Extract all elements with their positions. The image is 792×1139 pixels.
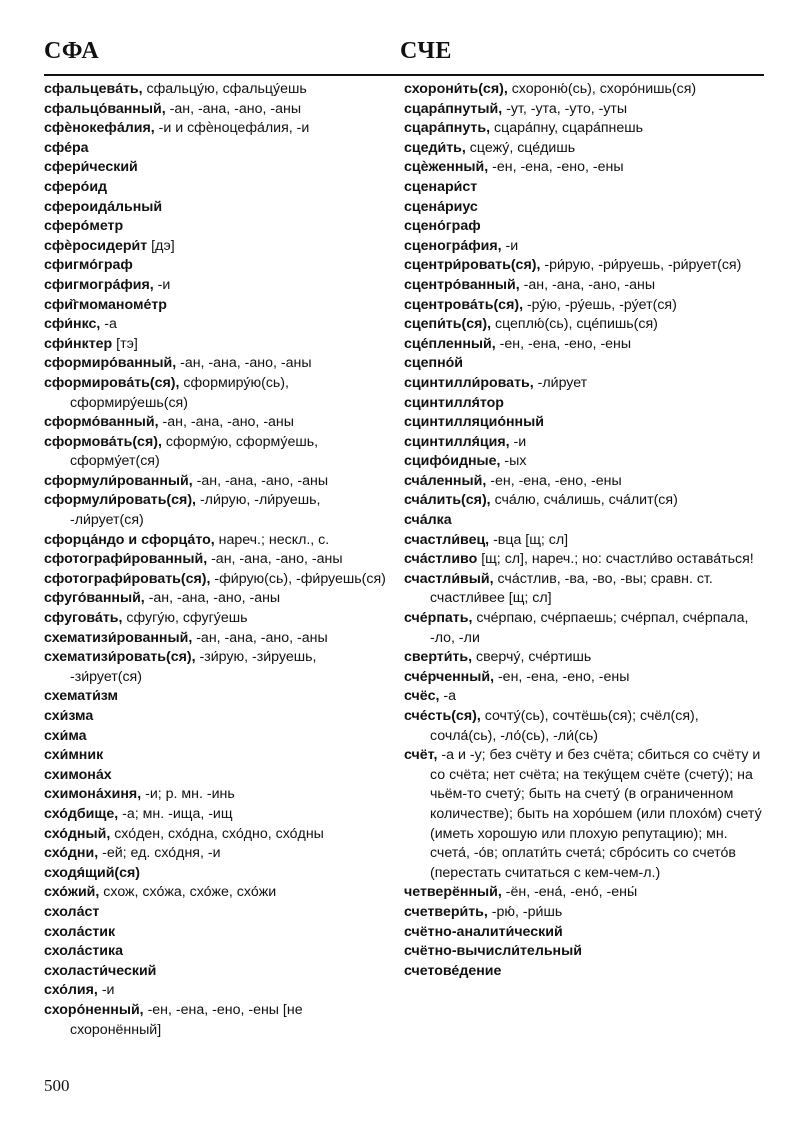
entry-headword: сцара́пнутый, [404, 100, 503, 117]
entry-headword: сфигмо́граф [44, 257, 133, 274]
entry-definition: -ан, -ана, -ано, -аны [176, 355, 312, 372]
entry-headword: схоро́ненный, [44, 1001, 144, 1018]
entry-definition: сфальцу́ю, сфальцу́ешь [142, 81, 307, 97]
dictionary-entry [44, 1001, 392, 1040]
entry-headword: счетове́дение [404, 962, 502, 979]
entry-definition: -и [501, 237, 519, 254]
entry-definition: -ан, -ана, -ано, -аны [165, 100, 302, 117]
entry-headword: сцепи́ть(ся), [404, 316, 492, 333]
entry-headword: сфугова́ть, [44, 610, 123, 627]
dictionary-entry [44, 687, 392, 707]
entry-definition: -ру́ю, -ру́ешь, -ру́ет(ся) [523, 296, 677, 313]
entry-headword: сформирова́ть(ся), [44, 374, 180, 391]
entry-headword: сцена́риус [404, 198, 478, 215]
dictionary-entry [404, 903, 766, 923]
entry-headword: сфальцо́ванный, [44, 100, 166, 117]
dictionary-entry [44, 805, 392, 825]
dictionary-entry [44, 119, 392, 139]
dictionary-entry [44, 825, 392, 845]
dictionary-entry [44, 648, 392, 687]
entry-headword: сцентри́ровать(ся), [404, 257, 541, 274]
entry-headword: счёс, [404, 688, 440, 705]
dictionary-entry [404, 433, 766, 453]
entry-headword: схо́дни, [44, 845, 99, 862]
entry-headword: сферо́метр [44, 218, 124, 235]
dictionary-entry [44, 276, 392, 296]
entry-definition: -ён, -ена́, -ено́, -ены́ [501, 884, 638, 901]
entry-definition: сочту́(сь), сочтёшь(ся); счёл(ся), сочла́(сь), -ло́(сь), -ли́(сь) [430, 708, 703, 744]
dictionary-entry [44, 962, 392, 982]
dictionary-entry [44, 354, 392, 374]
entry-definition: [щ; сл], нареч.; но: счастли́во остава́ться! [477, 551, 754, 568]
dictionary-entry [44, 981, 392, 1001]
entry-definition: -и [97, 982, 115, 999]
dictionary-entry [44, 609, 392, 629]
entry-headword: счетвери́ть, [404, 903, 488, 920]
entry-headword: сфѐнокефа́лия, [44, 120, 155, 137]
entry-headword: сфе́ра [44, 139, 89, 156]
entry-definition: -ен, -ена, -ено, -ены [495, 335, 632, 352]
dictionary-entry [404, 472, 766, 492]
dictionary-entry [404, 256, 766, 276]
dictionary-entry [44, 785, 392, 805]
dictionary-entry [404, 217, 766, 237]
entry-headword: сфорца́ндо и сфорца́то, [44, 531, 215, 548]
dictionary-entry [44, 80, 392, 100]
entry-headword: сформули́ровать(ся), [44, 492, 196, 509]
entry-definition: -ен, -ена, -ено, -ены [486, 472, 622, 489]
entry-headword: сфотографи́рованный, [44, 551, 208, 568]
entry-definition: -ей; ед. схо́дня, -и [98, 845, 221, 862]
entry-headword: сцинтилля́тор [404, 394, 504, 411]
dictionary-entry [44, 903, 392, 923]
dictionary-entry [404, 570, 766, 609]
entry-headword: счастли́вец, [404, 531, 490, 548]
entry-headword: сцара́пнуть, [404, 120, 491, 137]
entry-definition: -а [439, 688, 457, 705]
entry-definition: -ан, -ана, -ано, -аны [192, 472, 329, 489]
entry-definition: сцежу́, сце́дишь [465, 139, 576, 156]
dictionary-entry [44, 883, 392, 903]
dictionary-entry [44, 550, 392, 570]
entry-headword: сча́лка [404, 512, 452, 529]
entry-headword: сче́рченный, [404, 668, 495, 685]
dictionary-entry [44, 374, 392, 413]
entry-definition: -ан, -ана, -ано, -аны [207, 551, 343, 568]
dictionary-entry [44, 629, 392, 649]
entry-headword: схимона́х [44, 766, 112, 783]
entry-definition: -рю́, -ри́шь [487, 903, 563, 920]
entry-headword: сче́сть(ся), [404, 708, 481, 724]
dictionary-entry [44, 198, 392, 218]
dictionary-entry [44, 472, 392, 492]
dictionary-entry [404, 883, 766, 903]
dictionary-entry [404, 296, 766, 316]
dictionary-entry [404, 550, 766, 570]
entry-definition: -ли́рую, -ли́руешь, -ли́рует(ся) [70, 492, 325, 529]
dictionary-entry [44, 491, 392, 530]
entry-headword: сча́стливо [404, 551, 478, 568]
dictionary-entry [44, 864, 392, 884]
entry-headword: сфотографи́ровать(ся), [44, 570, 211, 587]
entry-definition: [дэ] [147, 237, 175, 254]
entry-headword: сформо́ванный, [44, 414, 159, 431]
entry-headword: схи́зма [44, 708, 94, 724]
dictionary-entry [404, 158, 766, 178]
entry-definition: -а; мн. -ища, -ищ [118, 805, 233, 822]
entry-definition: сче́рпаю, сче́рпаешь; сче́рпал, сче́рпала, -ло, -ли [430, 610, 753, 646]
dictionary-entry [404, 394, 766, 414]
entry-definition: сча́лю, сча́лишь, сча́лит(ся) [490, 492, 678, 509]
entry-headword: сфальцева́ть, [44, 81, 143, 97]
entry-headword: сцѐженный, [404, 159, 489, 176]
entry-definition: -ен, -ена, -ено, -ены [494, 668, 630, 685]
entry-headword: сфѐросидери́т [44, 237, 148, 254]
entry-headword: схи́мник [44, 747, 104, 764]
entry-definition: схож, схо́жа, схо́же, схо́жи [99, 884, 277, 901]
dictionary-entry [44, 237, 392, 257]
dictionary-entry [404, 100, 766, 120]
entry-headword: сфи́нктер [44, 335, 113, 352]
dictionary-entry [44, 923, 392, 943]
entry-headword: счёт, [404, 747, 438, 764]
entry-headword: схи́ма [44, 727, 87, 744]
dictionary-entry [404, 178, 766, 198]
entry-headword: сцинтилли́ровать, [404, 374, 534, 391]
entry-headword: сцепно́й [404, 355, 464, 372]
entry-definition: сфугу́ю, сфугу́ешь [122, 610, 248, 627]
dictionary-entry [404, 491, 766, 511]
entry-definition: -а и -у; без счёту и без счёта; сбиться со счёту и со счёта; нет счёта; на теку́щем счёте (счету́); на чьём-то счету́; быть на счету́ (в ограниченном количестве); быть на хоро́шем (или плохо́м) счету́ (иметь хорошую или плохую репутацию); мн. счета́, -о́в; оплати́ть счета́; сбро́сить со счето́в (перестать считаться с кем-чем-л.) [430, 747, 766, 881]
page-header [44, 38, 764, 76]
dictionary-entry [404, 276, 766, 296]
entry-headword: схемати́зм [44, 688, 119, 705]
header-right-guide-word: СЧЕ [400, 38, 452, 64]
entry-definition: -ан, -ана, -ано, -аны [192, 629, 328, 646]
dictionary-entry [44, 589, 392, 609]
entry-headword: сформули́рованный, [44, 472, 193, 489]
dictionary-entry [404, 962, 766, 982]
dictionary-entry [404, 452, 766, 472]
entry-headword: схо́жий, [44, 884, 100, 901]
dictionary-entry [404, 354, 766, 374]
dictionary-entry [404, 923, 766, 943]
dictionary-entry [44, 158, 392, 178]
entry-definition: сформиру́ю(сь), сформиру́ешь(ся) [70, 374, 293, 411]
entry-headword: схо́дбище, [44, 805, 119, 822]
entry-headword: схимона́хиня, [44, 786, 142, 803]
entry-headword: схола́ст [44, 903, 100, 920]
entry-definition: -и [509, 433, 527, 450]
entry-headword: сфигмогра́фия, [44, 276, 154, 293]
entry-headword: сча́лить(ся), [404, 492, 491, 509]
entry-definition: -ут, -ута, -уто, -уты [502, 100, 628, 117]
dictionary-entry [44, 727, 392, 747]
entry-headword: сходя́щий(ся) [44, 864, 141, 881]
entry-headword: сценари́ст [404, 178, 478, 195]
entry-definition: -вца [щ; сл] [489, 531, 569, 548]
dictionary-entry [404, 139, 766, 159]
entry-headword: сфи̏гмоманоме́тр [44, 296, 167, 313]
dictionary-entry [44, 296, 392, 316]
entry-headword: схоласти́ческий [44, 962, 157, 979]
entry-headword: четверённый, [404, 884, 502, 901]
dictionary-entry [44, 335, 392, 355]
entry-headword: сценогра́фия, [404, 237, 502, 254]
entry-definition: -ри́рую, -ри́руешь, -ри́рует(ся) [540, 257, 742, 274]
entry-headword: сцинтилляцио́нный [404, 414, 544, 431]
entry-definition: -ен, -ена, -ено, -ены [не схоронённый] [70, 1001, 307, 1038]
dictionary-entry [404, 609, 766, 648]
entry-headword: сцинтилля́ция, [404, 433, 510, 450]
entry-headword: сформиро́ванный, [44, 355, 177, 372]
entry-definition: схороню́(сь), схоро́нишь(ся) [507, 81, 697, 97]
entry-headword: сферо́ид [44, 178, 108, 195]
dictionary-entry [44, 844, 392, 864]
entry-headword: счастли́вый, [404, 570, 494, 587]
entry-definition: -и и сфѐноцефа́лия, -и [154, 120, 310, 137]
dictionary-entry [404, 374, 766, 394]
dictionary-entry [404, 707, 766, 746]
dictionary-entry [404, 413, 766, 433]
entry-headword: сверти́ть, [404, 649, 473, 666]
entry-definition: сформу́ю, сформу́ешь, сформу́ет(ся) [70, 433, 323, 470]
entry-definition: -ан, -ана, -ано, -аны [144, 590, 281, 607]
dictionary-entry [44, 178, 392, 198]
dictionary-entry [44, 217, 392, 237]
dictionary-entry [404, 237, 766, 257]
page-number: 500 [44, 1076, 70, 1095]
dictionary-entry [44, 707, 392, 727]
entry-headword: схо́дный, [44, 825, 111, 842]
dictionary-entry [44, 766, 392, 786]
entry-headword: сфери́ческий [44, 159, 138, 176]
dictionary-entry [44, 570, 392, 590]
entry-definition: -ых [500, 453, 527, 470]
entry-definition: [тэ] [112, 335, 138, 352]
dictionary-entry [44, 433, 392, 472]
entry-definition: -ан, -ана, -ано, -аны [519, 276, 656, 293]
dictionary-entry [404, 198, 766, 218]
entry-headword: сформова́ть(ся), [44, 433, 162, 450]
entry-definition: -ли́рует [533, 374, 588, 391]
entry-definition: -фи́рую(сь), -фи́руешь(ся) [210, 570, 386, 587]
entry-definition: -ан, -ана, -ано, -аны [158, 414, 294, 431]
entry-definition: сцара́пну, сцара́пнешь [490, 120, 644, 137]
entry-headword: схематизи́ровать(ся), [44, 649, 196, 666]
dictionary-entry [44, 413, 392, 433]
dictionary-entry [404, 942, 766, 962]
entry-headword: сфуго́ванный, [44, 590, 145, 607]
entry-definition: схо́ден, схо́дна, схо́дно, схо́дны [110, 825, 324, 842]
dictionary-entry [44, 942, 392, 962]
dictionary-entry [404, 315, 766, 335]
dictionary-entry [404, 648, 766, 668]
entry-headword: счётно-аналити́ческий [404, 923, 563, 940]
dictionary-entry [404, 511, 766, 531]
entry-headword: сцентро́ванный, [404, 276, 520, 293]
entry-headword: схорони́ть(ся), [404, 81, 508, 97]
right-column [404, 80, 766, 981]
dictionary-entry [404, 746, 766, 883]
entry-definition: сцеплю́(сь), сце́пишь(ся) [491, 316, 658, 333]
entry-definition: сверчу́, сче́ртишь [472, 649, 592, 666]
header-left-guide-word: СФА [44, 38, 100, 64]
entry-definition: сча́стлив, -ва, -во, -вы; сравн. ст. счастли́вее [щ; сл] [430, 570, 717, 607]
dictionary-entry [44, 100, 392, 120]
dictionary-entry [44, 139, 392, 159]
entry-headword: сфи́нкс, [44, 316, 101, 333]
entry-headword: сцеди́ть, [404, 139, 466, 156]
dictionary-entry [404, 531, 766, 551]
entry-headword: сцентрова́ть(ся), [404, 296, 524, 313]
entry-headword: сце́пленный, [404, 335, 496, 352]
entry-headword: сче́рпать, [404, 610, 473, 627]
entry-definition: -а [100, 316, 117, 333]
dictionary-entry [404, 80, 766, 100]
left-column [44, 80, 392, 1040]
entry-definition: -и [153, 276, 171, 293]
entry-definition: -ен, -ена, -ено, -ены [488, 159, 624, 176]
entry-definition: -зи́рую, -зи́руешь, -зи́рует(ся) [70, 649, 321, 685]
entry-headword: сцено́граф [404, 218, 481, 235]
dictionary-entry [44, 746, 392, 766]
dictionary-entry [44, 531, 392, 551]
entry-definition: нареч.; нескл., с. [214, 531, 330, 548]
entry-headword: счётно-вычисли́тельный [404, 943, 582, 960]
entry-headword: сцифо́идные, [404, 453, 501, 470]
dictionary-entry [404, 687, 766, 707]
entry-headword: схематизи́рованный, [44, 629, 193, 646]
entry-headword: сча́ленный, [404, 472, 487, 489]
entry-headword: схола́стик [44, 923, 116, 940]
dictionary-entry [44, 315, 392, 335]
dictionary-entry [404, 335, 766, 355]
entry-headword: схола́стика [44, 943, 124, 960]
entry-headword: сфероида́льный [44, 198, 163, 215]
dictionary-entry [44, 256, 392, 276]
dictionary-entry [404, 668, 766, 688]
entry-definition: -и; р. мн. -инь [141, 786, 235, 803]
dictionary-entry [404, 119, 766, 139]
entry-headword: схо́лия, [44, 982, 98, 999]
